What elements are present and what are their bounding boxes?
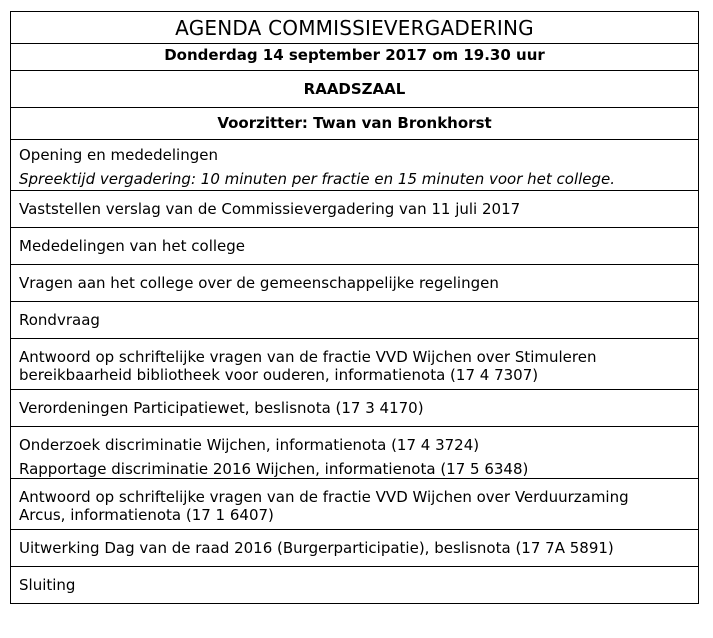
agenda-item-cell: [11, 479, 699, 530]
agenda-item-cell: [11, 302, 699, 339]
agenda-item-text: Vragen aan het college over de gemeenschappelijke regelingen: [19, 274, 499, 292]
agenda-item-text: Opening en mededelingen: [19, 146, 218, 164]
meeting-location: RAADSZAAL: [303, 80, 406, 98]
agenda-item-cell: [11, 427, 699, 479]
agenda-item-row: [11, 390, 699, 427]
agenda-item-note: Spreektijd vergadering: 10 minuten per fractie en 15 minuten voor het college.: [19, 170, 616, 188]
agenda-item-cell: [11, 265, 699, 302]
agenda-item-cell: [11, 390, 699, 427]
agenda-item-row: [11, 427, 699, 479]
meeting-date-cell: [11, 44, 699, 71]
agenda-table: [10, 11, 699, 604]
agenda-item-cell: [11, 191, 699, 228]
agenda-item-text: Vaststellen verslag van de Commissievergadering van 11 juli 2017: [19, 200, 521, 218]
agenda-item-row: [11, 302, 699, 339]
agenda-item-cell: [11, 140, 699, 191]
agenda-item-row: [11, 140, 699, 191]
agenda-title: AGENDA COMMISSIEVERGADERING: [175, 16, 534, 40]
agenda-item-text-line1: Antwoord op schriftelijke vragen van de fractie VVD Wijchen over Verduurzaming: [19, 488, 629, 506]
agenda-title-row: [11, 12, 699, 44]
agenda-item-row: [11, 191, 699, 228]
agenda-item-cell: [11, 567, 699, 604]
agenda-item-text-line1: Onderzoek discriminatie Wijchen, informatienota (17 4 3724): [19, 436, 480, 454]
agenda-item-row: [11, 479, 699, 530]
meeting-location-row: [11, 71, 699, 108]
agenda-item-text: Rondvraag: [19, 311, 100, 329]
agenda-item-text: Verordeningen Participatiewet, beslisnota (17 3 4170): [19, 399, 424, 417]
agenda-item-cell: [11, 339, 699, 390]
agenda-item-text-line2: Arcus, informatienota (17 1 6407): [19, 506, 274, 524]
agenda-item-cell: [11, 228, 699, 265]
agenda-item-row: [11, 567, 699, 604]
agenda-item-text: Uitwerking Dag van de raad 2016 (Burgerparticipatie), beslisnota (17 7A 5891): [19, 539, 614, 557]
meeting-chair: Voorzitter: Twan van Bronkhorst: [217, 114, 492, 132]
agenda-title-cell: [11, 12, 699, 44]
meeting-date: Donderdag 14 september 2017 om 19.30 uur: [164, 46, 545, 64]
agenda-item-row: [11, 228, 699, 265]
agenda-item-row: [11, 339, 699, 390]
agenda-item-text-line2: Rapportage discriminatie 2016 Wijchen, informatienota (17 5 6348): [19, 460, 529, 478]
meeting-chair-cell: [11, 108, 699, 140]
meeting-date-row: [11, 44, 699, 71]
agenda-item-row: [11, 530, 699, 567]
agenda-item-row: [11, 265, 699, 302]
agenda-item-text-line1: Antwoord op schriftelijke vragen van de fractie VVD Wijchen over Stimuleren: [19, 348, 597, 366]
agenda-item-text-line2: bereikbaarheid bibliotheek voor ouderen, informatienota (17 4 7307): [19, 366, 539, 384]
meeting-location-cell: [11, 71, 699, 108]
meeting-chair-row: [11, 108, 699, 140]
agenda-item-text: Mededelingen van het college: [19, 237, 246, 255]
agenda-item-text: Sluiting: [19, 576, 76, 594]
agenda-item-cell: [11, 530, 699, 567]
